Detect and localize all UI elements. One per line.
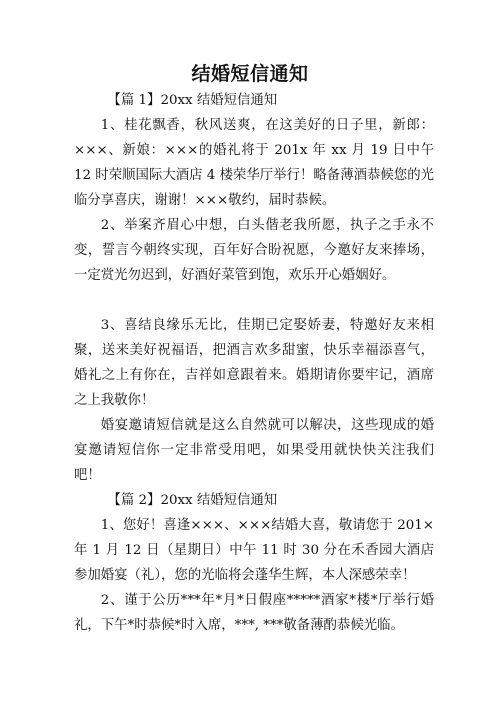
- section-2-heading: 【篇 2】20xx 结婚短信通知: [107, 493, 278, 508]
- section-1-item-1: 1、桂花飘香，秋风送爽，在这美好的日子里，新郎：×××、新娘：×××的婚礼将于 201x 年 xx 月 19 日中午 12 时荣顺国际大酒店 4 楼荣华厅举行！略备薄酒恭候您的光临分享喜庆，谢谢！×××敬约，届时恭候。: [74, 118, 434, 208]
- section-1-item-2: 2、举案齐眉心中想，白头偕老我所愿，执子之手永不变，誓言今朝终实现，百年好合盼祝愿，今邀好友来捧场，一定赏光勿迟到，好酒好菜管到饱，欢乐开心婚姻好。: [74, 218, 434, 283]
- document-title: 结婚短信通知: [191, 63, 309, 85]
- section-2-item-1: 1、您好！喜逢×××、×××结婚大喜，敬请您于 201×年 1 月 12 日（星期日）中午 11 时 30 分在禾香园大酒店参加婚宴（礼），您的光临将会蓬华生辉，本人深感荣幸！: [74, 518, 434, 583]
- document-body: [74, 88, 434, 638]
- section-1-item-3: 3、喜结良缘乐无比，佳期已定娶娇妻，特邀好友来相聚，送来美好祝福语，把酒言欢多甜蜜，快乐幸福添喜气，婚礼之上有你在，吉祥如意跟着来。婚期请你要牢记，酒席之上我敬你！: [74, 318, 434, 408]
- section-1-heading: 【篇 1】20xx 结婚短信通知: [107, 93, 278, 108]
- section-1-summary: 婚宴邀请短信就是这么自然就可以解决，这些现成的婚宴邀请短信你一定非常受用吧，如果受用就快快关注我们吧！: [74, 418, 434, 483]
- section-2-item-2: 2、谨于公历***年*月*日假座*****酒家*楼*厅举行婚礼，下午*时恭候*时入席，***, ***敬备薄酌恭候光临。: [74, 593, 434, 633]
- paragraph-gap: [74, 288, 434, 313]
